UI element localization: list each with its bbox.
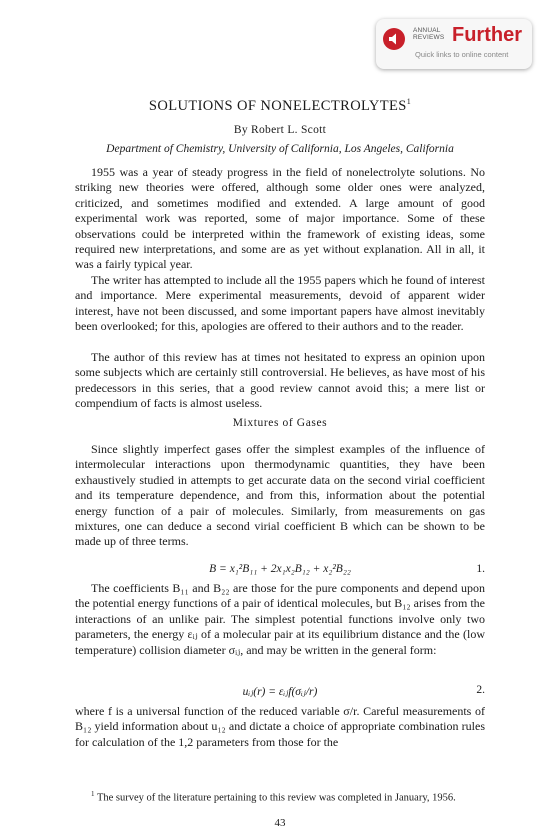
title-footnote-mark: 1 xyxy=(406,97,412,106)
further-links-badge[interactable] xyxy=(376,19,532,69)
section-paragraph-2: The coefficients B₁₁ and B₂₂ are those for the pure components and depend upon the potential energy functions of a pair of identical molecules, but B₁₂ arises from the interactions of an unlike pair. The simplest potential functions involve only two parameters, the energy εᵢⱼ of a molecular pair at its equilibrium distance and the (low temperature) collision diameter σᵢⱼ, and may be written in the general form: xyxy=(75,581,485,657)
equation-1-expression: B = x₁²B₁₁ + 2x₁x₂B₁₂ + x₂²B₂₂ xyxy=(209,563,351,575)
section-paragraph-3: where f is a universal function of the reduced variable σ/r. Careful measurements of B₁₂ yield information about u₁₂ and dictate a choice of appropriate combination rules for calculation of the 1,2 parameters from those for the xyxy=(75,704,485,749)
intro-paragraph-2: The writer has attempted to include all the 1955 papers which he found of interest and importance. Mere experimental measurements, devoid of apparent wider interest, have not been discussed, and some important papers have almost inevitably been overlooked; for this, apologies are offered to their authors and to the reader. xyxy=(75,273,485,334)
publisher-line-1: ANNUAL xyxy=(413,27,441,34)
page-number: 43 xyxy=(274,817,286,829)
equation-2-number: 2. xyxy=(476,684,485,696)
section-paragraph-1: Since slightly imperfect gases offer the simplest examples of the influence of intermolecular interactions upon thermodynamic quantities, they have been exhaustively studied in attempts to get accurate data on the second virial coefficient and its temperature dependence, and from this, information about the potential energy function of a pair of molecules. Similarly, from measurements on gas mixtures, one can deduce a second virial coefficient B which can be shown to be made up of three terms. xyxy=(75,442,485,549)
equation-2 xyxy=(75,684,485,700)
badge-subtitle: Quick links to online content xyxy=(415,50,509,59)
author-affiliation: Department of Chemistry, University of California, Los Angeles, California xyxy=(106,143,454,155)
footnote-text: The survey of the literature pertaining to this review was completed in January, 1956. xyxy=(96,792,456,804)
publisher-wordmark xyxy=(413,27,444,41)
footnote-mark: 1 xyxy=(91,790,95,798)
publisher-line-2: REVIEWS xyxy=(413,34,445,41)
speaker-icon xyxy=(383,28,405,50)
intro-paragraph-3: The author of this review has at times not hesitated to express an opinion upon some subjects which are certainly still controversial. He believes, as have most of his predecessors in this series, that a good review cannot avoid this; a mere list or compendium of facts is almost useless. xyxy=(75,350,485,411)
equation-1 xyxy=(75,563,485,579)
author-byline: By Robert L. Scott xyxy=(233,124,327,136)
section-heading: Mixtures of Gases xyxy=(232,417,328,429)
intro-paragraph-1: 1955 was a year of steady progress in the field of nonelectrolyte solutions. No striking new theories were offered, although some older ones were analyzed, criticized, and sometimes modified and extended. A large amount of good experimental work was reported, some of major importance. Some of these observations could be interpreted within the framework of existing ideas, some required new interpretations, and some are as yet without explanation. All in all, it was a fairly typical year. xyxy=(75,165,485,272)
footnote xyxy=(75,787,485,806)
equation-1-number: 1. xyxy=(476,563,485,575)
title-text: SOLUTIONS OF NONELECTROLYTES xyxy=(148,97,407,114)
equation-2-expression: uᵢⱼ(r) = εᵢⱼf(σᵢⱼ/r) xyxy=(242,686,318,698)
article-title xyxy=(0,97,560,115)
badge-brand: Further xyxy=(452,24,522,46)
